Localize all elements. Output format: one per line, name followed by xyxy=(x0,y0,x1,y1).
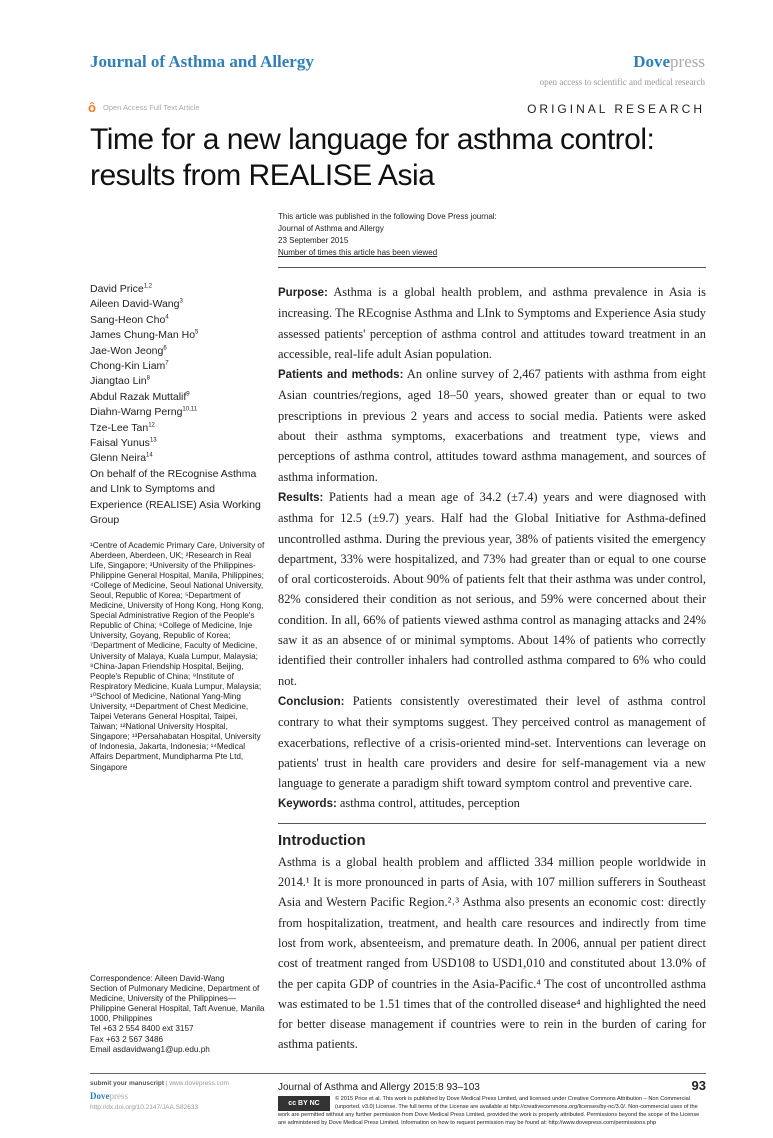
footer-dovepress-logo xyxy=(90,1090,265,1102)
author xyxy=(90,390,265,405)
citation: Journal of Asthma and Allergy 2015:8 93–103 xyxy=(278,1081,480,1093)
abstract xyxy=(278,282,706,824)
author-name: Faisal Yunus xyxy=(90,437,150,450)
author-items xyxy=(90,282,265,467)
author xyxy=(90,451,265,466)
dovepress-logo[interactable] xyxy=(633,52,705,72)
abstract-methods xyxy=(278,364,706,487)
author xyxy=(90,374,265,389)
author-list xyxy=(90,282,265,529)
corr-fax: Fax +63 2 567 3486 xyxy=(90,1034,164,1044)
abstract-purpose xyxy=(278,282,706,364)
author-affiliation-number: 14 xyxy=(146,452,153,459)
logo-dove: Dove xyxy=(633,52,671,71)
author-affiliation-number: 3 xyxy=(179,298,183,305)
introduction-text: Asthma is a global health problem and afflicted 334 million people worldwide in 2014.¹ It is more pronounced in parts of Asia, with 107 million sufferers in Southeast Asia and Western Pacific Region.²˒³ Asthma also presents an economic cost: directly from hospitalization, treatment, and health care resources and indirectly from time lost from work, absenteeism, and premature death. In 2006, annual per patient direct cost of treatment ranged from USD108 to USD1,010 and constituted about 13.0% of the per capita GDP of countries in the Asia-Pacific.⁴ The cost of uncontrolled asthma was estimated to be 1.51 times that of the controlled disease⁴ and highlighted the need for better disease management if countries were to rein in the burden of caring for asthma patients. xyxy=(278,854,706,1052)
dovepress-site-link[interactable]: www.dovepress.com xyxy=(169,1079,229,1087)
author xyxy=(90,359,265,374)
footer-right xyxy=(278,1078,706,1128)
license-body: © 2015 Price et al. This work is published by Dove Medical Press Limited, and licensed under Creative Commons Attribution – Non Commercial (unported, v3.0) License. The full terms of the License are available at http://creativecommons.org/licenses/by-nc/3.0/. Non-commercial uses of the work are permitted without any further permission from Dove Medical Press Limited, provided the work is properly attributed. Permissions beyond the scope of the License are administered by Dove Medical Press Limited. Information on how to request permission may be found at: http://www.dovepress.com/permissions.php xyxy=(278,1095,700,1127)
logo-dove: Dove xyxy=(90,1090,110,1101)
author xyxy=(90,313,265,328)
open-access-lock-icon: ô xyxy=(88,100,96,115)
author-affiliation-number: 13 xyxy=(149,437,157,444)
section-label: Purpose: xyxy=(278,287,328,299)
working-group: On behalf of the REcognise Asthma and LInk to Symptoms and Experience (REALISE) Asia Working Group xyxy=(90,467,261,527)
author-name: Chong-Kin Liam xyxy=(90,360,166,373)
section-text: asthma control, attitudes, perception xyxy=(339,796,520,811)
corr-email[interactable]: Email asdavidwang1@up.edu.ph xyxy=(90,1044,210,1054)
page-number: 93 xyxy=(691,1077,706,1093)
creative-commons-badge-icon[interactable]: cc BY NC xyxy=(278,1096,330,1111)
corr-address: Section of Pulmonary Medicine, Department of Medicine, University of the Philippines—Philippine General Hospital, Taft Avenue, Manila 1000, Philippines xyxy=(90,984,265,1024)
tagline: open access to scientific and medical research xyxy=(539,77,705,87)
author-affiliation-number: 7 xyxy=(165,360,169,367)
license-text xyxy=(278,1095,706,1128)
author-name: Diahn-Warng Perng xyxy=(90,406,183,419)
section-text: Patients consistently overestimated their level of asthma control contrary to what their symptoms suggest. They perceived control as management of exacerbations, reflective of a crisis-oriented mind-set. Interventions can leverage on patients' trust in health care providers and desire for self-management via a new language to generate a paradigm shift toward symptom control and preventive care. xyxy=(278,693,706,791)
author-name: Glenn Neira xyxy=(90,452,147,465)
abstract-results xyxy=(278,487,706,691)
section-text: Asthma is a global health problem, and asthma prevalence in Asia is increasing. The REcognise Asthma and LInk to Symptoms and Experience Asia study assessed patients' perception of asthma control and attitudes toward treatment in an accessible, real-life adult Asian population. xyxy=(278,285,706,361)
submit-manuscript-link[interactable]: submit your manuscript xyxy=(90,1079,165,1087)
pub-info-date: 23 September 2015 xyxy=(278,236,349,245)
article-title: Time for a new language for asthma control: results from REALISE Asia xyxy=(90,123,655,192)
author xyxy=(90,421,265,436)
author-name: David Price xyxy=(90,283,144,295)
section-label: Conclusion: xyxy=(278,695,345,708)
publication-info xyxy=(278,211,706,268)
content-columns xyxy=(90,282,706,1055)
author xyxy=(90,328,265,343)
open-access-text: Open Access Full Text Article xyxy=(103,103,200,112)
author-name: James Chung-Man Ho xyxy=(90,329,196,342)
author xyxy=(90,282,265,297)
logo-press: press xyxy=(109,1090,128,1101)
journal-name[interactable]: Journal of Asthma and Allergy xyxy=(90,52,314,71)
correspondence xyxy=(90,974,265,1055)
abstract-keywords xyxy=(278,793,706,814)
section-label: Keywords: xyxy=(278,798,337,811)
author-name: Jae-Won Jeong xyxy=(90,344,164,357)
section-label: Patients and methods: xyxy=(278,369,404,382)
open-access-label xyxy=(88,101,200,114)
footer-left: submit your manuscript | www.dovepress.com Dovepress http://dx.doi.org/10.2147/JAA.S82633 xyxy=(90,1078,265,1128)
corr-tel: Tel +63 2 554 8400 ext 3157 xyxy=(90,1024,194,1034)
corr-name: Correspondence: Aileen David-Wang xyxy=(90,973,225,983)
author-affiliation-number: 1,2 xyxy=(143,283,153,290)
doi-link[interactable]: http://dx.doi.org/10.2147/JAA.S82633 xyxy=(90,1103,199,1111)
author-affiliation-number: 4 xyxy=(165,314,169,321)
footer xyxy=(90,1073,706,1138)
article-type: ORIGINAL RESEARCH xyxy=(527,102,705,116)
author-name: Tze-Lee Tan xyxy=(90,421,149,434)
author-affiliation-number: 8 xyxy=(146,375,150,382)
author-affiliation-number: 5 xyxy=(195,329,199,336)
author xyxy=(90,297,265,312)
section-text: An online survey of 2,467 patients with asthma from eight Asian countries/regions, aged 18–50 years, showed greater than or equal to two prescriptions in previous 2 years and access to social media. Patients were asked about their asthma symptoms, exacerbations and treatment type, views and perceptions of asthma control, attitudes toward asthma management, and sources of asthma information. xyxy=(278,367,706,484)
affiliations: ¹Centre of Academic Primary Care, University of Aberdeen, Aberdeen, UK; ²Research in Real Life, Singapore; ³University of the Philippines-Philippine General Hospital, Manila, Philippines; ⁴College of Medicine, Seoul National University, Seoul, Republic of Korea; ⁵Department of Medicine, University of Hong Kong, Hong Kong, Special Administrative Region of the People's Republic of China; ⁶College of Medicine, Inje University, Goyang, Republic of Korea; ⁷Department of Medicine, Faculty of Medicine, University of Malaya, Kuala Lumpur, Malaysia; ⁸China-Japan Friendship Hospital, Beijing, People's Republic of China; ⁹Institute of Respiratory Medicine, Kuala Lumpur, Malaysia; ¹⁰School of Medicine, National Yang-Ming University, ¹¹Department of Chest Medicine, Taipei Veterans General Hospital, Taipei, Taiwan; ¹²National University Hospital, Singapore; ¹³Persahabatan Hospital, University of Indonesia, Jakarta, Indonesia; ¹⁴Medical Affairs Department, Mundipharma Pte Ltd, Singapore xyxy=(90,540,265,772)
author xyxy=(90,405,265,420)
times-viewed-link[interactable]: Number of times this article has been viewed xyxy=(278,248,438,257)
abstract-conclusion xyxy=(278,691,706,793)
author-affiliation-number: 12 xyxy=(148,422,155,429)
author-affiliation-number: 9 xyxy=(186,391,190,398)
author xyxy=(90,344,265,359)
section-label: Results: xyxy=(278,491,324,504)
author-name: Jiangtao Lin xyxy=(90,375,147,388)
right-column xyxy=(278,282,706,1055)
author-name: Abdul Razak Muttalif xyxy=(90,390,187,403)
author-name: Sang-Heon Cho xyxy=(90,313,166,326)
section-text: Patients had a mean age of 34.2 (±7.4) years and were diagnosed with asthma for 12.5 (±9.7) years. Half had the Global Initiative for Asthma-defined uncontrolled asthma. During the previous year, 38% of patients visited the emergency department, 33% were hospitalized, and 73% had greater than or equal to one course of oral corticosteroids. About 90% of patients felt that their asthma was under control, 82% considered their condition as not serious, and 59% were concerned about their condition. In all, 66% of patients viewed asthma control as managing attacks and 24% saw it as an absence of or minimal symptoms. About 14% of patients who correctly identified their controller inhalers had controlled asthma compared to 6% who could not. xyxy=(278,489,706,688)
author xyxy=(90,436,265,451)
pub-info-journal: Journal of Asthma and Allergy xyxy=(278,224,384,233)
pub-info-line: This article was published in the following Dove Press journal: xyxy=(278,212,497,221)
author-affiliation-number: 6 xyxy=(163,345,167,352)
introduction-heading: Introduction xyxy=(278,831,366,849)
left-column xyxy=(90,282,265,1055)
author-affiliation-number: 10,11 xyxy=(182,406,197,413)
logo-press: press xyxy=(670,52,705,71)
author-name: Aileen David-Wang xyxy=(90,298,180,311)
